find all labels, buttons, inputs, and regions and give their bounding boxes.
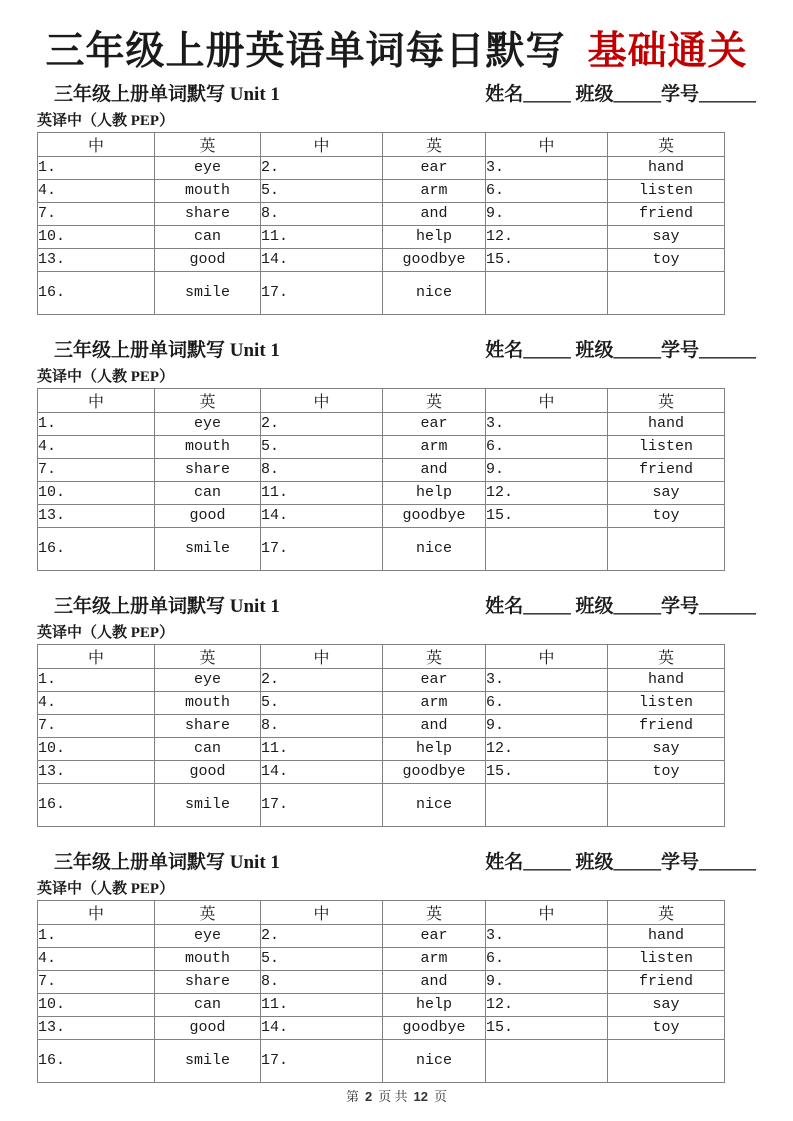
english-word-cell: ear	[383, 412, 486, 435]
number-cell: 15.	[486, 248, 608, 271]
column-header: 英	[383, 900, 486, 924]
english-word-cell: nice	[383, 1039, 486, 1082]
worksheet-section	[37, 339, 793, 571]
english-word-cell: mouth	[155, 947, 261, 970]
table-body	[38, 668, 725, 826]
number-cell: 6.	[486, 179, 608, 202]
english-word-cell: listen	[608, 179, 725, 202]
sections-container	[0, 83, 793, 1083]
number-cell: 7.	[38, 714, 155, 737]
column-header: 中	[38, 900, 155, 924]
worksheet-section	[37, 83, 793, 315]
table-row	[38, 225, 725, 248]
english-word-cell: smile	[155, 783, 261, 826]
footer-text: 页 共	[378, 1089, 408, 1104]
number-cell: 13.	[38, 760, 155, 783]
column-header: 英	[383, 644, 486, 668]
worksheet-section	[37, 595, 793, 827]
english-word-cell: smile	[155, 527, 261, 570]
english-word-cell: help	[383, 225, 486, 248]
number-cell: 3.	[486, 924, 608, 947]
table-row	[38, 691, 725, 714]
column-header: 中	[38, 644, 155, 668]
english-word-cell	[608, 271, 725, 314]
number-cell: 2.	[261, 924, 383, 947]
word-table	[37, 644, 725, 827]
section-subtitle: 英译中（人教 PEP）	[37, 880, 175, 897]
english-word-cell: can	[155, 993, 261, 1016]
number-cell	[486, 271, 608, 314]
word-table	[37, 388, 725, 571]
english-word-cell: can	[155, 225, 261, 248]
number-cell: 4.	[38, 947, 155, 970]
number-cell: 11.	[261, 993, 383, 1016]
english-word-cell: good	[155, 504, 261, 527]
document-title-main: 三年级上册英语单词每日默写	[45, 30, 566, 73]
table-row	[38, 993, 725, 1016]
number-cell: 13.	[38, 1016, 155, 1039]
column-header: 中	[261, 900, 383, 924]
number-cell: 15.	[486, 1016, 608, 1039]
table-row	[38, 412, 725, 435]
table-row	[38, 202, 725, 225]
column-header: 英	[155, 900, 261, 924]
english-word-cell: listen	[608, 435, 725, 458]
number-cell: 8.	[261, 202, 383, 225]
english-word-cell: hand	[608, 924, 725, 947]
section-header	[37, 595, 756, 619]
table-row	[38, 737, 725, 760]
english-word-cell: smile	[155, 1039, 261, 1082]
number-cell: 16.	[38, 1039, 155, 1082]
english-word-cell: arm	[383, 947, 486, 970]
english-word-cell: friend	[608, 458, 725, 481]
number-cell: 7.	[38, 458, 155, 481]
english-word-cell: nice	[383, 783, 486, 826]
table-row	[38, 248, 725, 271]
english-word-cell: ear	[383, 924, 486, 947]
number-cell: 1.	[38, 668, 155, 691]
number-cell: 12.	[486, 737, 608, 760]
english-word-cell: help	[383, 993, 486, 1016]
english-word-cell: can	[155, 481, 261, 504]
number-cell: 6.	[486, 691, 608, 714]
english-word-cell: say	[608, 225, 725, 248]
number-cell: 1.	[38, 156, 155, 179]
footer-total-pages: 12	[413, 1089, 428, 1104]
number-cell: 13.	[38, 504, 155, 527]
english-word-cell: share	[155, 714, 261, 737]
student-info-blanks: 姓名_____ 班级_____学号______	[485, 851, 756, 873]
table-row	[38, 924, 725, 947]
english-word-cell: and	[383, 970, 486, 993]
english-word-cell: and	[383, 714, 486, 737]
number-cell: 9.	[486, 970, 608, 993]
column-header: 英	[155, 388, 261, 412]
section-subtitle: 英译中（人教 PEP）	[37, 368, 175, 385]
table-header-row	[38, 132, 725, 156]
column-header: 中	[486, 900, 608, 924]
number-cell: 16.	[38, 271, 155, 314]
english-word-cell: friend	[608, 970, 725, 993]
english-word-cell: say	[608, 481, 725, 504]
number-cell: 9.	[486, 714, 608, 737]
section-title: 三年级上册单词默写 Unit 1	[54, 83, 280, 105]
footer-page-number: 2	[365, 1089, 373, 1104]
table-row	[38, 271, 725, 314]
english-word-cell: mouth	[155, 691, 261, 714]
table-row	[38, 179, 725, 202]
number-cell: 17.	[261, 527, 383, 570]
number-cell: 5.	[261, 179, 383, 202]
english-word-cell: goodbye	[383, 1016, 486, 1039]
english-word-cell: arm	[383, 179, 486, 202]
number-cell: 3.	[486, 668, 608, 691]
column-header: 中	[261, 644, 383, 668]
english-word-cell: goodbye	[383, 760, 486, 783]
english-word-cell: hand	[608, 156, 725, 179]
english-word-cell	[608, 527, 725, 570]
column-header: 中	[486, 644, 608, 668]
number-cell: 14.	[261, 760, 383, 783]
table-row	[38, 947, 725, 970]
english-word-cell: mouth	[155, 179, 261, 202]
number-cell: 14.	[261, 248, 383, 271]
number-cell	[486, 783, 608, 826]
english-word-cell: say	[608, 993, 725, 1016]
number-cell: 8.	[261, 714, 383, 737]
number-cell: 3.	[486, 156, 608, 179]
english-word-cell: friend	[608, 714, 725, 737]
number-cell: 9.	[486, 458, 608, 481]
english-word-cell: nice	[383, 527, 486, 570]
english-word-cell: listen	[608, 691, 725, 714]
number-cell: 1.	[38, 924, 155, 947]
number-cell: 10.	[38, 225, 155, 248]
column-header: 中	[261, 388, 383, 412]
section-header	[37, 851, 756, 875]
section-subtitle: 英译中（人教 PEP）	[37, 624, 175, 641]
number-cell: 16.	[38, 783, 155, 826]
column-header: 英	[155, 644, 261, 668]
column-header: 英	[608, 132, 725, 156]
english-word-cell: and	[383, 458, 486, 481]
section-title: 三年级上册单词默写 Unit 1	[54, 595, 280, 617]
english-word-cell: arm	[383, 691, 486, 714]
table-body	[38, 156, 725, 314]
number-cell: 7.	[38, 970, 155, 993]
english-word-cell: share	[155, 202, 261, 225]
english-word-cell: hand	[608, 412, 725, 435]
table-row	[38, 668, 725, 691]
table-body	[38, 412, 725, 570]
column-header: 英	[608, 388, 725, 412]
number-cell: 15.	[486, 504, 608, 527]
english-word-cell: mouth	[155, 435, 261, 458]
number-cell: 14.	[261, 1016, 383, 1039]
english-word-cell: arm	[383, 435, 486, 458]
english-word-cell: eye	[155, 156, 261, 179]
number-cell: 14.	[261, 504, 383, 527]
english-word-cell: ear	[383, 668, 486, 691]
number-cell: 12.	[486, 225, 608, 248]
table-body	[38, 924, 725, 1082]
english-word-cell: help	[383, 737, 486, 760]
english-word-cell: good	[155, 248, 261, 271]
document-title-badge: 基础通关	[587, 30, 748, 73]
number-cell: 5.	[261, 947, 383, 970]
english-word-cell: friend	[608, 202, 725, 225]
section-title: 三年级上册单词默写 Unit 1	[54, 851, 280, 873]
english-word-cell: toy	[608, 1016, 725, 1039]
word-table	[37, 132, 725, 315]
english-word-cell: goodbye	[383, 504, 486, 527]
number-cell: 4.	[38, 435, 155, 458]
section-title: 三年级上册单词默写 Unit 1	[54, 339, 280, 361]
table-row	[38, 458, 725, 481]
student-info-blanks: 姓名_____ 班级_____学号______	[485, 595, 756, 617]
english-word-cell: eye	[155, 412, 261, 435]
english-word-cell: toy	[608, 248, 725, 271]
number-cell: 11.	[261, 225, 383, 248]
table-row	[38, 156, 725, 179]
english-word-cell: listen	[608, 947, 725, 970]
table-header-row	[38, 388, 725, 412]
number-cell: 12.	[486, 993, 608, 1016]
table-row	[38, 504, 725, 527]
column-header: 中	[486, 388, 608, 412]
number-cell: 6.	[486, 435, 608, 458]
number-cell: 6.	[486, 947, 608, 970]
number-cell: 5.	[261, 435, 383, 458]
column-header: 中	[261, 132, 383, 156]
number-cell: 15.	[486, 760, 608, 783]
number-cell: 9.	[486, 202, 608, 225]
number-cell: 3.	[486, 412, 608, 435]
column-header: 英	[608, 900, 725, 924]
number-cell: 2.	[261, 412, 383, 435]
number-cell: 1.	[38, 412, 155, 435]
english-word-cell: can	[155, 737, 261, 760]
page-footer	[0, 1086, 793, 1105]
english-word-cell: share	[155, 970, 261, 993]
number-cell: 10.	[38, 993, 155, 1016]
number-cell: 4.	[38, 179, 155, 202]
number-cell: 17.	[261, 271, 383, 314]
number-cell: 8.	[261, 970, 383, 993]
english-word-cell: help	[383, 481, 486, 504]
number-cell: 2.	[261, 668, 383, 691]
column-header: 中	[486, 132, 608, 156]
english-word-cell: toy	[608, 504, 725, 527]
english-word-cell	[608, 1039, 725, 1082]
english-word-cell: say	[608, 737, 725, 760]
english-word-cell: goodbye	[383, 248, 486, 271]
column-header: 中	[38, 388, 155, 412]
table-row	[38, 435, 725, 458]
number-cell: 5.	[261, 691, 383, 714]
number-cell: 8.	[261, 458, 383, 481]
number-cell: 11.	[261, 737, 383, 760]
english-word-cell: share	[155, 458, 261, 481]
column-header: 英	[383, 388, 486, 412]
number-cell: 11.	[261, 481, 383, 504]
number-cell: 10.	[38, 481, 155, 504]
section-subtitle: 英译中（人教 PEP）	[37, 112, 175, 129]
english-word-cell: eye	[155, 668, 261, 691]
number-cell: 2.	[261, 156, 383, 179]
table-row	[38, 714, 725, 737]
column-header: 英	[608, 644, 725, 668]
english-word-cell: good	[155, 760, 261, 783]
table-row	[38, 527, 725, 570]
document-title	[0, 30, 793, 75]
table-header-row	[38, 900, 725, 924]
number-cell	[486, 1039, 608, 1082]
english-word-cell: and	[383, 202, 486, 225]
number-cell: 4.	[38, 691, 155, 714]
number-cell: 7.	[38, 202, 155, 225]
english-word-cell: smile	[155, 271, 261, 314]
english-word-cell: hand	[608, 668, 725, 691]
column-header: 英	[383, 132, 486, 156]
english-word-cell: good	[155, 1016, 261, 1039]
footer-text: 页	[433, 1089, 447, 1104]
column-header: 英	[155, 132, 261, 156]
english-word-cell: ear	[383, 156, 486, 179]
table-row	[38, 1039, 725, 1082]
number-cell: 13.	[38, 248, 155, 271]
number-cell: 17.	[261, 783, 383, 826]
english-word-cell: toy	[608, 760, 725, 783]
table-row	[38, 1016, 725, 1039]
student-info-blanks: 姓名_____ 班级_____学号______	[485, 83, 756, 105]
number-cell: 17.	[261, 1039, 383, 1082]
number-cell: 10.	[38, 737, 155, 760]
english-word-cell	[608, 783, 725, 826]
column-header: 中	[38, 132, 155, 156]
worksheet-section	[37, 851, 793, 1083]
table-row	[38, 783, 725, 826]
number-cell: 16.	[38, 527, 155, 570]
table-row	[38, 970, 725, 993]
number-cell	[486, 527, 608, 570]
student-info-blanks: 姓名_____ 班级_____学号______	[485, 339, 756, 361]
section-header	[37, 83, 756, 107]
footer-text: 第	[346, 1089, 360, 1104]
word-table	[37, 900, 725, 1083]
table-header-row	[38, 644, 725, 668]
section-header	[37, 339, 756, 363]
english-word-cell: eye	[155, 924, 261, 947]
english-word-cell: nice	[383, 271, 486, 314]
table-row	[38, 760, 725, 783]
number-cell: 12.	[486, 481, 608, 504]
table-row	[38, 481, 725, 504]
